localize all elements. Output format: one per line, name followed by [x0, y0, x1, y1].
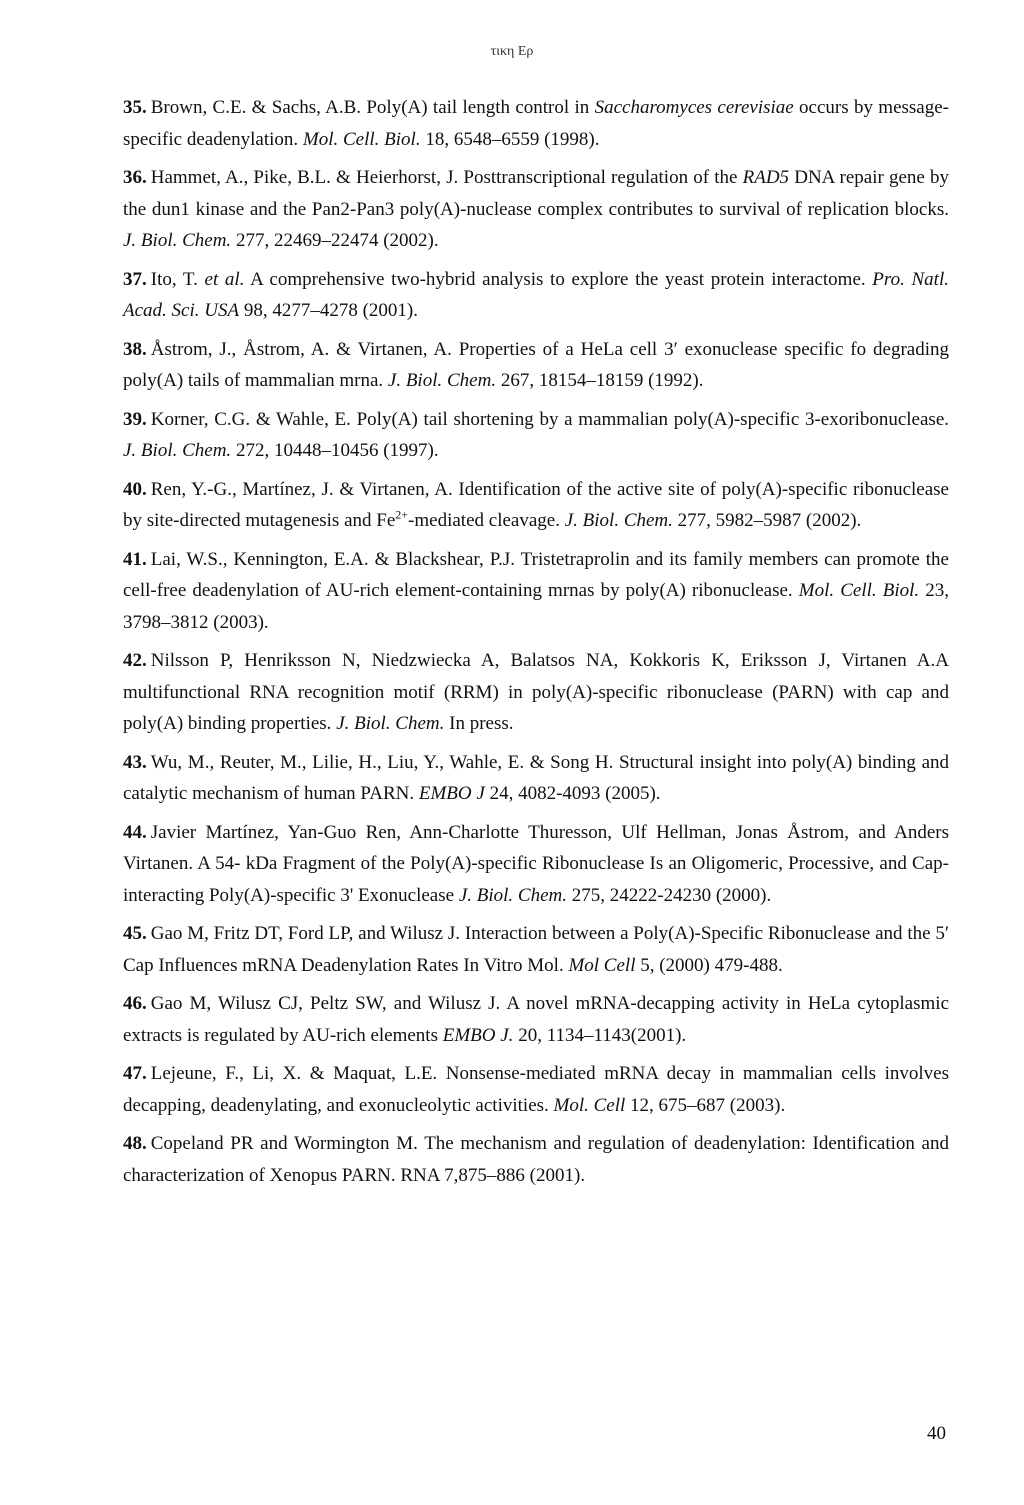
reference-list — [123, 92, 949, 1198]
reference-text: 20, 1134–1143(2001). — [513, 1024, 687, 1046]
reference-item — [123, 747, 949, 810]
reference-text: 5, (2000) 479-488. — [635, 954, 783, 976]
reference-text: Korner, C.G. & Wahle, E. Poly(A) tail shortening by a mammalian poly(A)-specific 3-exoribonuclease. — [150, 408, 949, 430]
reference-text: 275, 24222-24230 (2000). — [567, 884, 772, 906]
reference-italic-text: J. Biol. Chem. — [564, 510, 673, 531]
reference-item — [123, 264, 949, 327]
reference-item — [123, 817, 949, 912]
reference-italic-text: Mol. Cell — [553, 1094, 626, 1116]
reference-italic-text: Mol. Cell. Biol. — [798, 580, 920, 601]
reference-text: 98, 4277–4278 (2001). — [239, 300, 418, 321]
reference-italic-text: Saccharomyces cerevisiae — [594, 97, 794, 118]
reference-number: 41. — [123, 548, 147, 570]
reference-italic-text: EMBO J. — [442, 1024, 514, 1046]
reference-superscript: 2+ — [395, 507, 409, 522]
reference-number: 37. — [123, 268, 147, 290]
reference-italic-text: J. Biol. Chem. — [123, 230, 232, 251]
reference-text: 277, 22469–22474 (2002). — [231, 230, 439, 251]
reference-number: 36. — [123, 167, 147, 188]
reference-number: 43. — [123, 751, 147, 773]
reference-italic-text: et al. — [204, 268, 245, 290]
reference-item — [123, 1058, 949, 1121]
reference-text: DNA repair gene by the dun1 kinase and the Pan2-Pan3 poly(A)-nuclease complex contributes to survival of replication blocks. — [123, 167, 949, 220]
reference-italic-text: Mol Cell — [568, 954, 636, 976]
reference-text: Gao M, Fritz DT, Ford LP, and Wilusz J. Interaction between a Poly(A)-Specific Ribonuclease and the 5′ Cap Influences mRNA Deadenylation Rates In Vitro Mol. — [123, 923, 949, 976]
reference-text: occurs by message-specific deadenylation. — [123, 97, 949, 150]
reference-text: Javier Martínez, Yan-Guo Ren, Ann-Charlotte Thuresson, Ulf Hellman, Jonas Åstrom, and Anders Virtanen. A 54- kDa Fragment of the Poly(A)-specific Ribonuclease Is an Oligomeric, Processive, and Cap-interacting Poly(A)-specific 3' Exonuclease — [123, 821, 949, 906]
reference-italic-text: J. Biol. Chem. — [387, 370, 497, 391]
reference-number: 45. — [123, 923, 147, 944]
reference-text: Wu, M., Reuter, M., Lilie, H., Liu, Y., Wahle, E. & Song H. Structural insight into poly(A) binding and catalytic mechanism of human PARN. — [123, 751, 949, 804]
reference-text: 18, 6548–6559 (1998). — [420, 128, 600, 150]
reference-number: 48. — [123, 1133, 147, 1154]
reference-text: Hammet, A., Pike, B.L. & Heierhorst, J. Posttranscriptional regulation of the — [150, 167, 743, 188]
reference-item — [123, 918, 949, 981]
reference-text: Brown, C.E. & Sachs, A.B. Poly(A) tail length control in — [150, 97, 595, 118]
reference-italic-text: RAD5 — [742, 167, 790, 188]
reference-number: 39. — [123, 408, 147, 430]
reference-text: 272, 10448–10456 (1997). — [231, 440, 439, 461]
reference-item — [123, 162, 949, 257]
reference-number: 47. — [123, 1063, 147, 1084]
reference-italic-text: J. Biol. Chem. — [123, 440, 232, 461]
page-header: τικη Ερ — [490, 44, 534, 59]
reference-text: Ito, T. — [150, 268, 205, 290]
reference-text: 24, 4082-4093 (2005). — [484, 783, 661, 804]
reference-item — [123, 544, 949, 639]
page-number: 40 — [927, 1423, 946, 1444]
reference-number: 46. — [123, 993, 147, 1014]
reference-item — [123, 645, 949, 740]
reference-text: -mediated cleavage. — [408, 510, 565, 531]
reference-item — [123, 988, 949, 1051]
reference-text: 277, 5982–5987 (2002). — [672, 510, 862, 531]
reference-text: 23, 3798–3812 (2003). — [123, 580, 949, 633]
reference-number: 44. — [123, 821, 147, 843]
reference-number: 35. — [123, 97, 147, 118]
reference-item — [123, 334, 949, 397]
reference-italic-text: Pro. Natl. Acad. Sci. USA — [123, 268, 949, 321]
reference-text: Lai, W.S., Kennington, E.A. & Blackshear, P.J. Tristetraprolin and its family members can promote the cell-free deadenylation of AU-rich element-containing mrnas by poly(A) ribonuclease. — [123, 548, 949, 601]
reference-text: In press. — [444, 713, 514, 734]
reference-text: Lejeune, F., Li, X. & Maquat, L.E. Nonsense-mediated mRNA decay in mammalian cells involves decapping, deadenylating, and exonucleolytic activities. — [123, 1063, 949, 1116]
reference-item — [123, 1128, 949, 1191]
reference-italic-text: J. Biol. Chem. — [458, 884, 567, 906]
reference-item — [123, 404, 949, 467]
reference-text: 267, 18154–18159 (1992). — [496, 370, 704, 391]
reference-italic-text: J. Biol. Chem. — [336, 713, 445, 734]
reference-item — [123, 92, 949, 155]
reference-text: A comprehensive two-hybrid analysis to explore the yeast protein interactome. — [244, 268, 873, 290]
reference-italic-text: Mol. Cell. Biol. — [302, 128, 421, 150]
reference-number: 38. — [123, 338, 147, 360]
reference-text: Åstrom, J., Åstrom, A. & Virtanen, A. Properties of a HeLa cell 3′ exonuclease specific fo degrading poly(A) tails of mammalian mrna. — [123, 338, 949, 391]
reference-italic-text: EMBO J — [418, 783, 485, 804]
reference-text: Copeland PR and Wormington M. The mechanism and regulation of deadenylation: Identification and characterization of Xenopus PARN. RNA 7,875–886 (2001). — [123, 1133, 949, 1186]
reference-text: Ren, Y.-G., Martínez, J. & Virtanen, A. Identification of the active site of poly(A)-specific ribonuclease by site-directed mutagenesis and Fe — [123, 478, 949, 531]
reference-number: 40. — [123, 478, 147, 500]
reference-text: Gao M, Wilusz CJ, Peltz SW, and Wilusz J. A novel mRNA-decapping activity in HeLa cytoplasmic extracts is regulated by AU-rich elements — [123, 993, 949, 1046]
reference-item — [123, 474, 949, 537]
reference-number: 42. — [123, 650, 147, 671]
reference-text: 12, 675–687 (2003). — [625, 1094, 786, 1116]
reference-text: Nilsson P, Henriksson N, Niedzwiecka A, Balatsos NA, Kokkoris K, Eriksson J, Virtanen A.A multifunctional RNA recognition motif (RRM) in poly(A)-specific ribonuclease (PARN) with cap and poly(A) binding properties. — [123, 650, 949, 734]
